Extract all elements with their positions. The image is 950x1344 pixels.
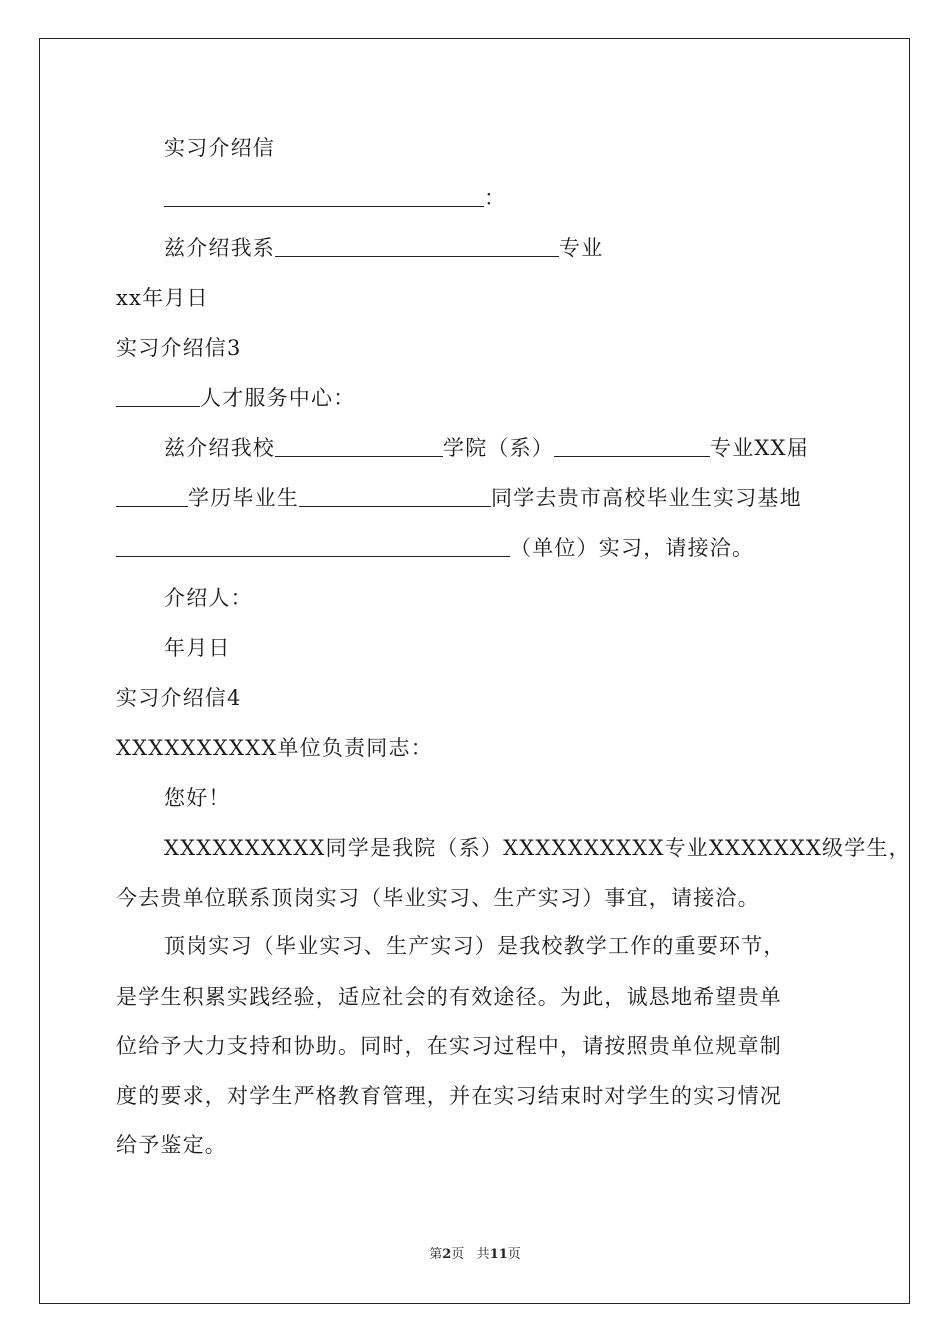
p3-text-c: 专业XX届 bbox=[710, 436, 809, 460]
paragraph-5-line-4: 度的要求，对学生严格教育管理，并在实习结束时对学生的实习情况 bbox=[116, 1084, 782, 1108]
page-footer bbox=[0, 1246, 950, 1264]
paragraph-5-line-2: 是学生积累实践经验，适应社会的有效途径。为此，诚恳地希望贵单 bbox=[116, 985, 782, 1009]
total-pages: 11 bbox=[489, 1247, 508, 1262]
page-border bbox=[39, 38, 910, 1304]
major-label: 专业 bbox=[559, 236, 604, 260]
center-blank bbox=[116, 386, 200, 407]
total-suffix: 页 bbox=[507, 1247, 521, 1262]
addressee-line bbox=[164, 183, 506, 213]
degree-blank bbox=[116, 486, 188, 507]
paragraph-3-line-1 bbox=[164, 433, 809, 463]
dept-blank bbox=[554, 436, 710, 457]
paragraph-4-line-1: XXXXXXXXXX同学是我院（系）XXXXXXXXXX专业XXXXXXX级学生， bbox=[164, 836, 911, 860]
addressee-3-text: 人才服务中心： bbox=[200, 386, 356, 410]
paragraph-5-line-3: 位给予大力支持和协助。同时，在实习过程中，请按照贵单位规章制 bbox=[116, 1034, 782, 1058]
unit-blank bbox=[116, 536, 510, 557]
school-blank bbox=[275, 436, 443, 457]
letter-title-3: 实习介绍信3 bbox=[116, 336, 242, 360]
intro-line bbox=[164, 233, 603, 263]
p3-text-b: 学院（系） bbox=[443, 436, 554, 460]
date-line-3: 年月日 bbox=[164, 636, 231, 660]
addressee-3 bbox=[116, 383, 355, 413]
p3-text-a: 兹介绍我校 bbox=[164, 436, 275, 460]
letter-title-4: 实习介绍信4 bbox=[116, 686, 242, 710]
major-blank bbox=[275, 236, 559, 257]
paragraph-5-line-5: 给予鉴定。 bbox=[116, 1133, 227, 1157]
addressee-4: XXXXXXXXXX单位负责同志： bbox=[116, 736, 433, 760]
p3-text-d: 学历毕业生 bbox=[188, 486, 299, 510]
paragraph-3-line-2 bbox=[116, 483, 802, 513]
p3-text-f: （单位）实习，请接洽。 bbox=[510, 536, 755, 560]
page-suffix: 页 bbox=[451, 1247, 465, 1262]
introducer-label: 介绍人： bbox=[164, 586, 253, 610]
colon: ： bbox=[484, 186, 507, 210]
page-prefix: 第 bbox=[429, 1247, 443, 1262]
addressee-blank bbox=[164, 186, 484, 207]
paragraph-5-line-1: 顶岗实习（毕业实习、生产实习）是我校教学工作的重要环节， bbox=[164, 934, 786, 958]
p3-text-e: 同学去贵市高校毕业生实习基地 bbox=[491, 486, 802, 510]
letter-title: 实习介绍信 bbox=[164, 136, 275, 160]
page-number: 2 bbox=[442, 1247, 452, 1262]
total-prefix: 共 bbox=[476, 1247, 490, 1262]
intro-text: 兹介绍我系 bbox=[164, 236, 275, 260]
paragraph-4-line-2: 今去贵单位联系顶岗实习（毕业实习、生产实习）事宜，请接洽。 bbox=[116, 886, 760, 910]
student-blank bbox=[299, 486, 491, 507]
date-line: xx年月日 bbox=[116, 286, 209, 310]
greeting: 您好！ bbox=[164, 786, 231, 810]
paragraph-3-line-3 bbox=[116, 533, 754, 563]
